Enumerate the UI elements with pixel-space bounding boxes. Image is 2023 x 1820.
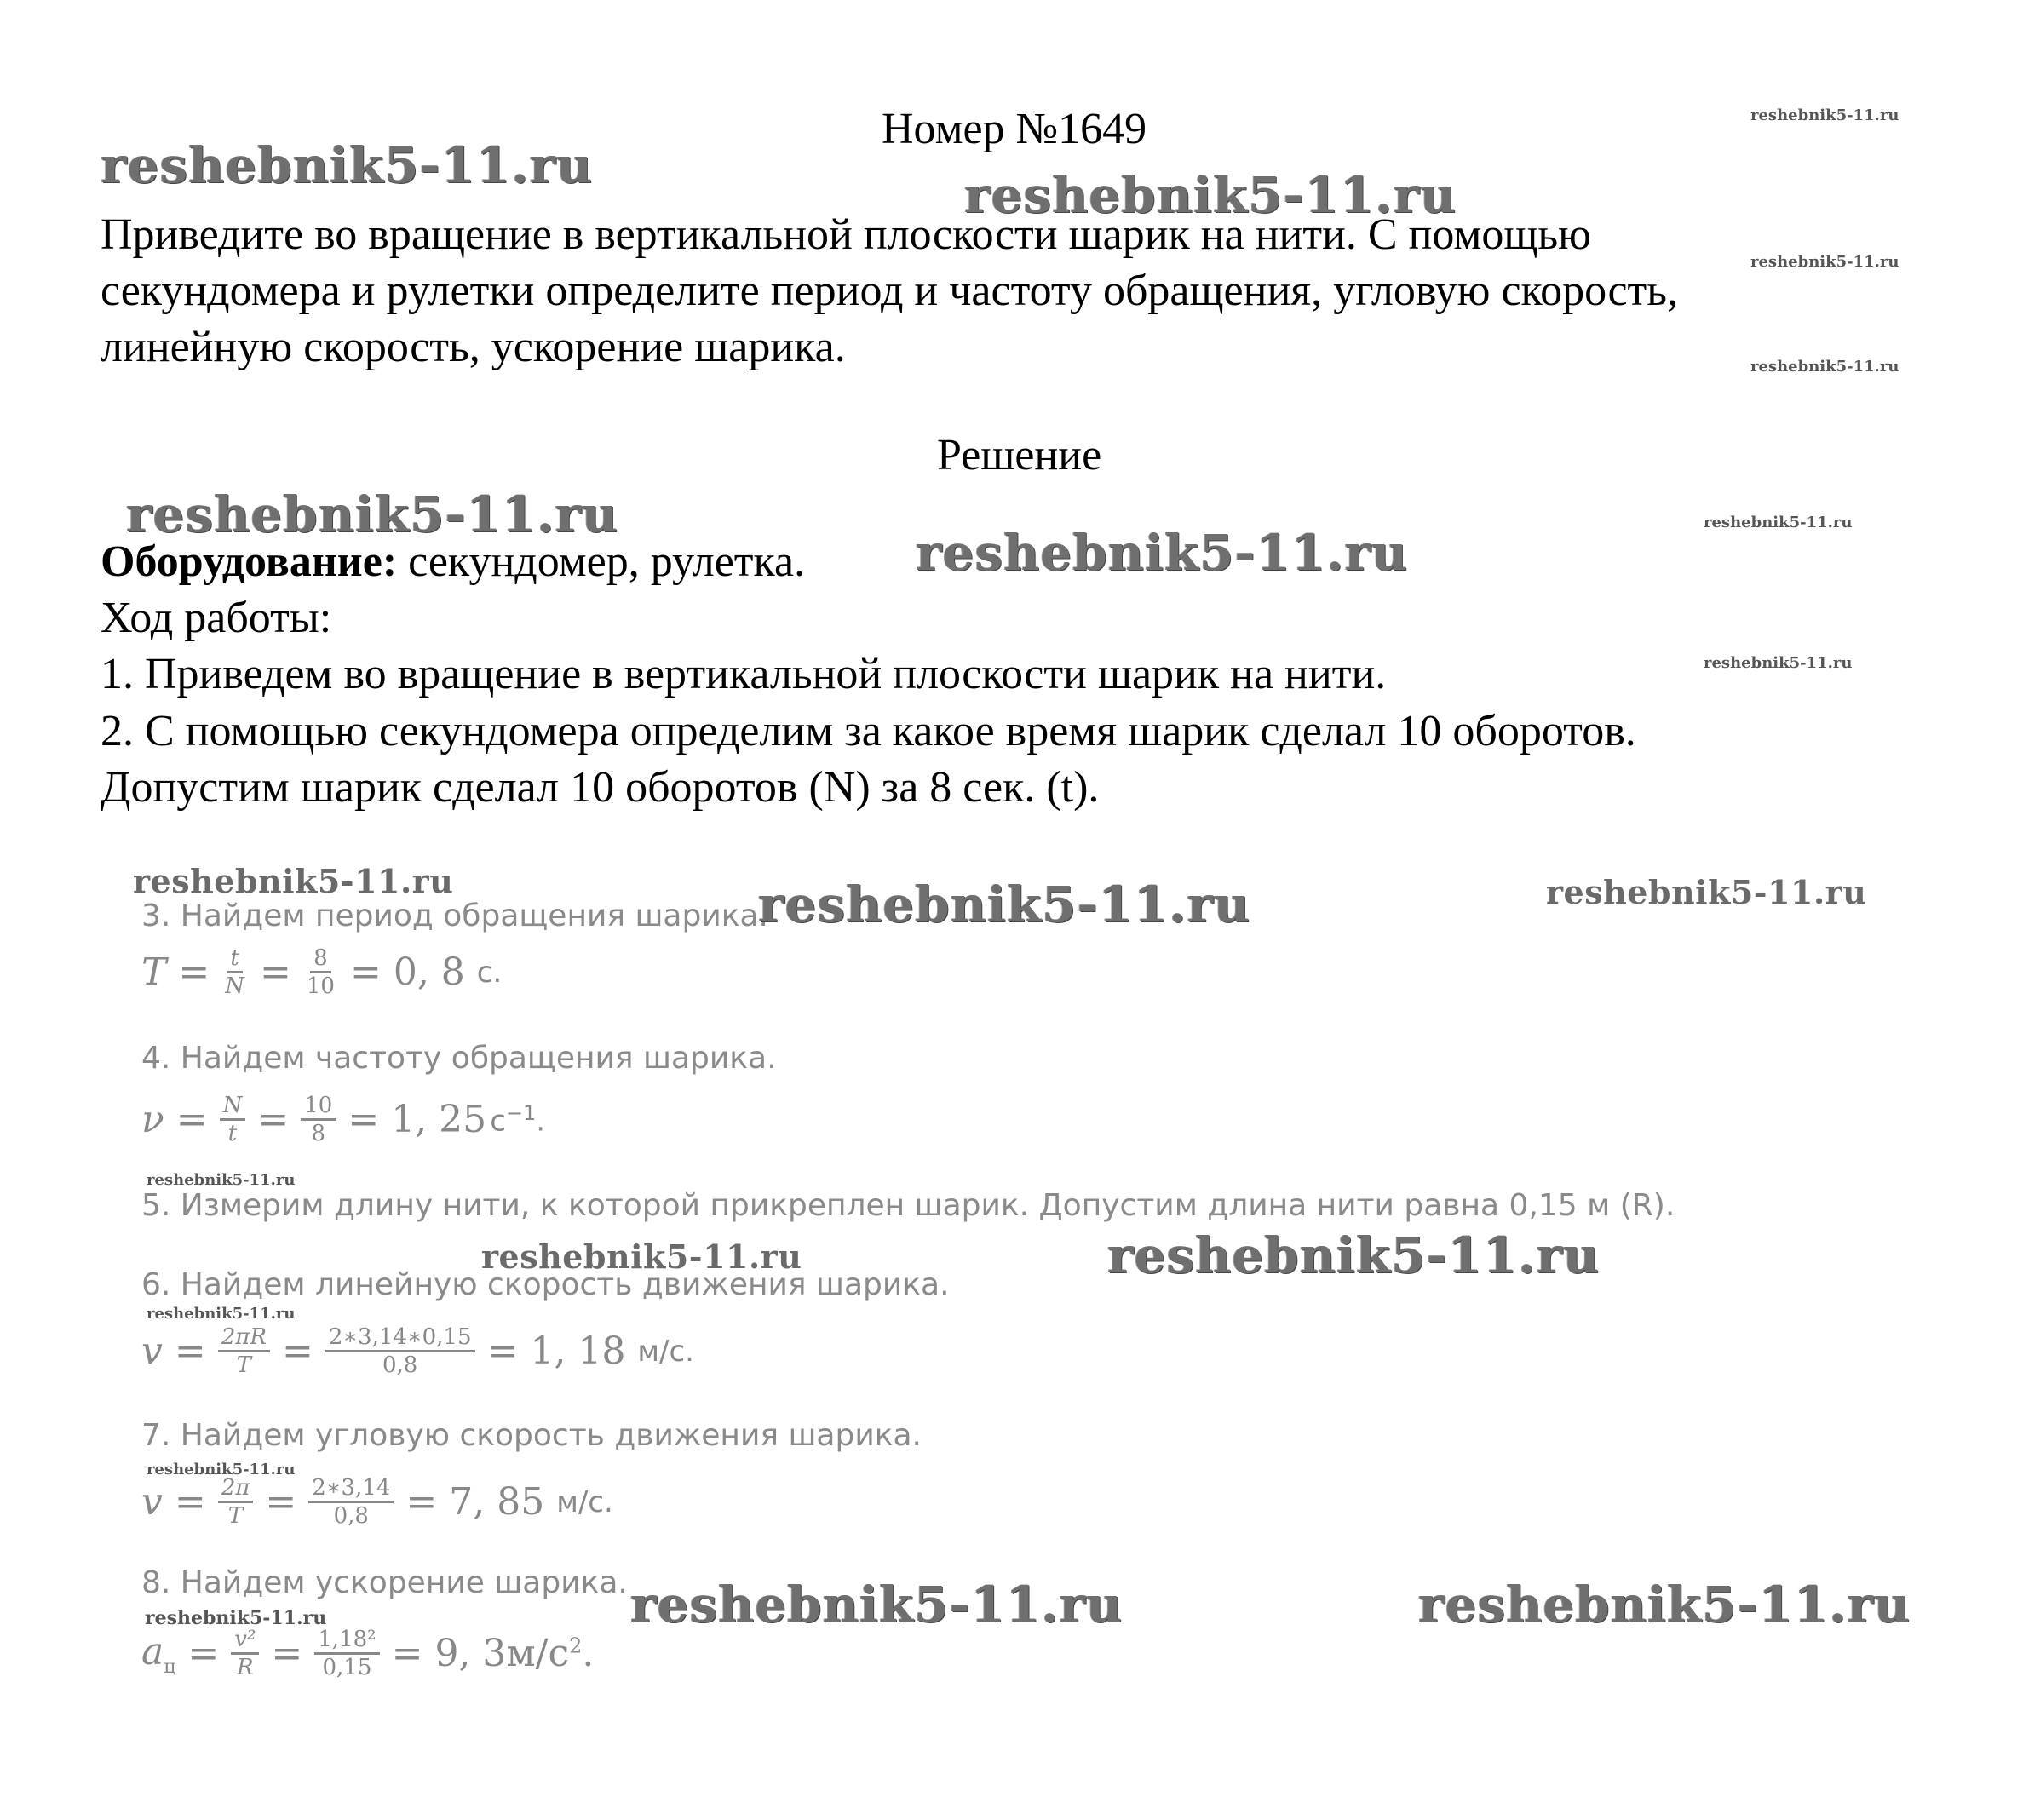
watermark: reshebnik5-11.ru [1704, 654, 1853, 672]
formula-fraction: $\frac{t}{N}$ [225, 945, 244, 999]
watermark: reshebnik5-11.ru [126, 485, 619, 543]
formula-fraction: $\frac{10}{8}$ [301, 1093, 336, 1146]
watermark: reshebnik5-11.ru [758, 876, 1251, 933]
watermark: reshebnik5-11.ru [145, 1607, 327, 1629]
formula-unit: м/с. [637, 1334, 694, 1369]
step-3-text: 3. Найдем период обращения шарика. [141, 899, 768, 933]
formula-fraction: $\frac{\text{v²}}{R}$ [231, 1627, 259, 1680]
formula-lhs: v [141, 1329, 163, 1373]
equipment-label: Оборудование: [101, 537, 398, 586]
step-4-formula: ν = $\frac{N}{t}$ = $\frac{10}{8}$ = 1, 25 $с^{-1}$. [141, 1093, 546, 1146]
formula-fraction: $\frac{N}{t}$ [220, 1093, 246, 1146]
procedure-step-2-cont: Допустим шарик сделал 10 оборотов (N) за 8 сек. (t). [101, 763, 1100, 812]
formula-fraction: $\frac{2∗3,14}{0,8}$ [308, 1475, 394, 1529]
step-6-text: 6. Найдем линейную скорость движения шарика. [141, 1267, 950, 1302]
problem-line-1: Приведите во вращение в вертикальной плоскости шарик на нити. С помощью [101, 210, 1591, 259]
formula-fraction: $\frac{8}{10}$ [306, 945, 335, 999]
formula-result: 7, 85 [449, 1480, 545, 1524]
watermark: reshebnik5-11.ru [133, 862, 454, 900]
watermark: reshebnik5-11.ru [1418, 1576, 1911, 1633]
step-7-formula: v = $\frac{2\pi}{T}$ = $\frac{2∗3,14}{0,8}$ = 7, 85 м/с. [141, 1475, 613, 1529]
formula-lhs: ν [141, 1098, 164, 1141]
watermark: reshebnik5-11.ru [964, 166, 1457, 224]
watermark: reshebnik5-11.ru [1750, 253, 1899, 271]
formula-result: 9, $3м/с^2$. [434, 1632, 595, 1675]
watermark: reshebnik5-11.ru [630, 1576, 1124, 1633]
watermark: reshebnik5-11.ru [1107, 1226, 1601, 1284]
watermark: reshebnik5-11.ru [147, 1461, 296, 1478]
formula-unit: $с^{-1}$. [490, 1100, 546, 1139]
problem-line-3: линейную скорость, ускорение шарика. [101, 323, 846, 371]
procedure-step-2: 2. С помощью секундомера определим за какое время шарик сделал 10 оборотов. [101, 707, 1636, 755]
watermark: reshebnik5-11.ru [481, 1237, 802, 1276]
watermark: reshebnik5-11.ru [147, 1305, 296, 1323]
watermark: reshebnik5-11.ru [1750, 358, 1899, 376]
procedure-step-1: 1. Приведем во вращение в вертикальной плоскости шарик на нити. [101, 650, 1387, 698]
watermark: reshebnik5-11.ru [916, 524, 1409, 582]
formula-lhs: $a_ц$ [141, 1629, 176, 1678]
solution-heading: Решение [937, 431, 1102, 479]
page-title: Номер №1649 [882, 105, 1147, 153]
formula-lhs: T [141, 950, 167, 994]
formula-fraction: $\frac{2∗3,14∗0,15}{0,8}$ [325, 1324, 475, 1378]
formula-result: 1, 25 [391, 1098, 487, 1141]
step-4-text: 4. Найдем частоту обращения шарика. [141, 1041, 777, 1076]
step-8-formula: $a_ц$ = $\frac{\text{v²}}{R}$ = $\frac{\text{1,18²}}{0,15}$ = 9, $3м/с^2$. [141, 1627, 595, 1680]
watermark: reshebnik5-11.ru [147, 1171, 296, 1189]
formula-unit: м/с. [556, 1484, 613, 1519]
formula-lhs: v [141, 1480, 163, 1524]
problem-line-2: секундомера и рулетки определите период и частоту обращения, угловую скорость, [101, 267, 1678, 315]
step-6-formula: v = $\frac{2\pi R}{T}$ = $\frac{2∗3,14∗0,15}{0,8}$ = 1, 18 м/с. [141, 1324, 694, 1378]
step-3-formula: T = $\frac{t}{N}$ = $\frac{8}{10}$ = 0, 8 с. [141, 945, 503, 999]
step-7-text: 7. Найдем угловую скорость движения шарика. [141, 1418, 922, 1453]
formula-fraction: $\frac{\text{1,18²}}{0,15}$ [314, 1627, 379, 1680]
procedure-heading: Ход работы: [101, 594, 332, 642]
watermark: reshebnik5-11.ru [1750, 106, 1899, 124]
formula-unit: с. [476, 955, 503, 990]
watermark: reshebnik5-11.ru [101, 136, 594, 194]
step-5-text: 5. Измерим длину нити, к которой прикреплен шарик. Допустим длина нити равна 0,15 м (R). [141, 1188, 1675, 1223]
equipment-value: секундомер, рулетка. [408, 537, 806, 586]
watermark: reshebnik5-11.ru [1704, 514, 1853, 531]
step-8-text: 8. Найдем ускорение шарика. [141, 1565, 628, 1600]
formula-result: 1, 18 [530, 1329, 626, 1373]
formula-fraction: $\frac{2\pi}{T}$ [218, 1475, 254, 1529]
formula-fraction: $\frac{2\pi R}{T}$ [218, 1324, 270, 1378]
watermark: reshebnik5-11.ru [1546, 873, 1867, 911]
formula-result: 0, 8 [393, 950, 465, 994]
